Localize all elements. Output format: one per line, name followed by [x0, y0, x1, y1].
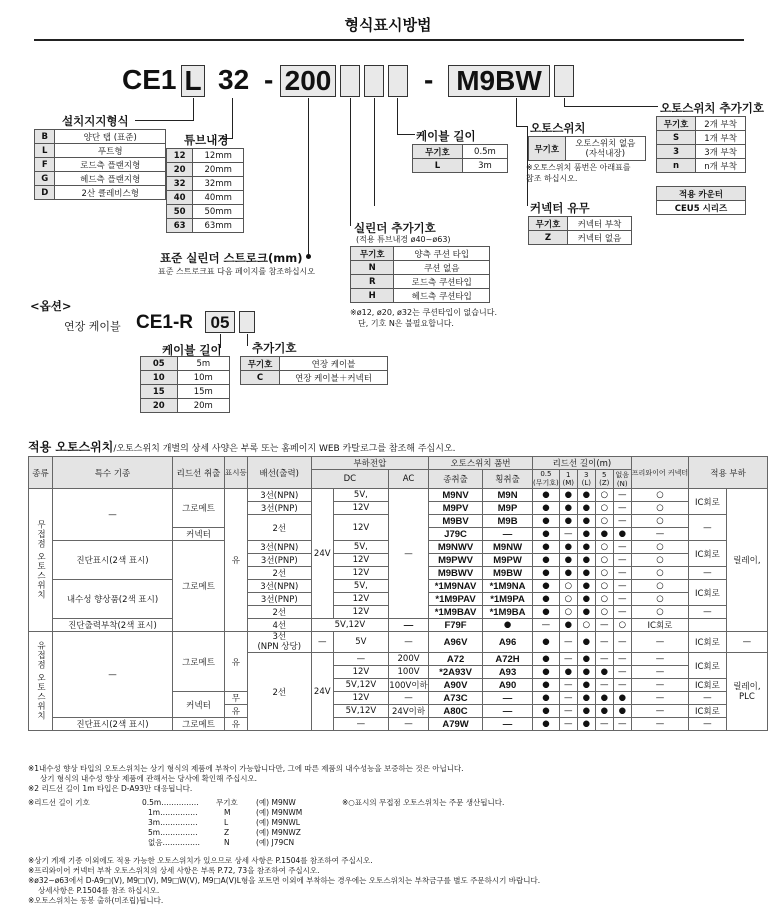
- bore-code: 32: [218, 64, 250, 95]
- lead-length-list: 0.5m…………… 무기호 (예) M9NW 1m…………… M (예) M9NWM 3m…………… L (예) M9NWL 5m…………… Z (예) M9NWZ 없음…………… N (예) J79CN: [142, 798, 303, 847]
- conn-label: 커넥터 유무: [530, 201, 590, 215]
- tube-label: 튜브내경: [184, 133, 229, 147]
- option-add-table: 무기호 연장 케이블 C 연장 케이블＋커넥터: [240, 356, 388, 385]
- cyl-add-box: [340, 65, 360, 97]
- sw-add-box: [554, 65, 574, 97]
- switch-code-box: M9BW: [448, 65, 550, 97]
- cable-table: 무기호 0.5m L 3m: [412, 144, 508, 173]
- stroke-code-box: 200: [280, 65, 336, 97]
- counter-table: 적용 카운터 CEU5 시리즈: [656, 186, 746, 215]
- stroke-label: 표준 실린더 스트로크(mm): [160, 251, 303, 265]
- cable-label: 케이블 길이: [416, 129, 476, 143]
- sw-add-table: 무기호 2개 부착 S 1개 부착 3 3개 부착 n n개 부착: [656, 116, 746, 173]
- footnotes: ※1내수성 향상 타입의 오토스위치는 상기 형식의 제품에 부착이 가능합니다만, 그에 따른 제품의 내수성능을 보증하는 것은 아닙니다. 상기 형식의 내수성 향상 제품에 관해서는 당사에 확인해 주십시오. ※2 리드선 길이 1m 타입은 D-A93만 대응됩니다.: [28, 764, 464, 793]
- conn-box: [364, 65, 384, 97]
- option-model: CE1-R: [136, 312, 194, 333]
- mount-code-box: L: [181, 65, 205, 97]
- conn-table: 무기호 커넥터 부착 Z 커넥터 없음: [528, 216, 632, 245]
- cyl-add-table: 무기호 양측 쿠션 타입 N 쿠션 없음 R 로드측 쿠션타입 H 헤드측 쿠션타입: [350, 246, 490, 303]
- switch-table: 무기호 오토스위치 없음 (자석내장): [528, 136, 646, 161]
- page-title: 형식표시방법: [344, 16, 432, 34]
- model-prefix: CE1: [122, 64, 177, 95]
- applicable-switch-table: 종류 특수 기종 리드선 취출 표시등 배선(출력) 부하전압 오토스위치 품번 리드선 길이(m) 프리와이어 커넥터 적용 부하 DC AC 종취출 횡취출 0.5 (무기호) 1 (M) 3 (L) 5 (Z) 없음 (N) 무접점 오토스위치 — 그로메트 유 3선(NPN) 24V 5V, — M9NV M9N ● ● ● ○ — ○ IC회로 릴레이, 3선(PNP) 12V M9PV M9P ● ● ● ○ — ○ 2선 12V M9BV M9B ● ● ● ○ — ○ — 커넥터 J79C — ● — ● ● ● — 진단표시(2색 표시) 그로메트 3선(NPN) 5V, M9NWV M9NW ● ● ● ○ — ○ IC회로 3선(PNP) 12V M9PWV M9PW ● ● ● ○ — ○ 2선 12V M9BWV M9BW ● ● ● ○ — ○ — 내수성 향상품(2색 표시) 3선(NPN) 5V, *1M9NAV *1M9NA ● ○ ● ○ — ○ IC회로 3선(PNP) 12V *1M9PAV *1M9PA ● ○ ● ○ — ○ 2선 12V *1M9BAV *1M9BA ● ○ ● ○ — ○ — 진단출력부착(2색 표시) 4선 5V,12V — F79F ● — ● ○ — ○ IC회로 유접점 오토스위치 — 그로메트 유 3선 (NPN 상당) — 5V — A96V A96 ● — ● — — — IC회로 — 2선 24V — 200V A72 A72H ● — ● — — — IC회로 릴레이, PLC 12V 100V *2A93V A93 ● ● ● ● — — 5V,12V 100V이하 A90V A90 ● — ● — — — IC회로 커넥터 무 12V — A73C — ● — ● ● ● — — 유 5V,12V 24V이하 A80C — ● — ● ● ● — IC회로 진단표시(2색 표시) 그로메트 유 — — A79W — ● — ● — — — —: [28, 456, 768, 731]
- title-rule: [34, 39, 744, 41]
- stroke-note: 표준 스트로크표 다음 페이지를 참조하십시오: [158, 267, 316, 276]
- option-label: <옵션>: [30, 299, 72, 313]
- option-len-table: 05 5m 10 10m 15 15m 20 20m: [140, 356, 230, 413]
- cable-box: [388, 65, 408, 97]
- mounting-table: B 양단 탭 (표준) L 푸트형 F 로드측 플랜지형 G 헤드측 플랜지형 D 2산 클레비스형: [34, 129, 166, 200]
- switch-label: 오토스위치: [530, 121, 586, 135]
- tube-table: 12 12mm 20 20mm 32 32mm 40 40mm 50 50mm 63 63mm: [166, 148, 244, 233]
- sw-add-label: 오토스위치 추가기호: [660, 101, 764, 115]
- mounting-label: 설치지지형식: [62, 114, 129, 128]
- cyl-add-label: 실린더 추가기호: [354, 221, 436, 235]
- switch-table-title: 적용 오토스위치/오토스위치 개별의 상세 사양은 부록 또는 홈페이지 WEB 카탈로그를 참조해 주십시오.: [28, 440, 456, 454]
